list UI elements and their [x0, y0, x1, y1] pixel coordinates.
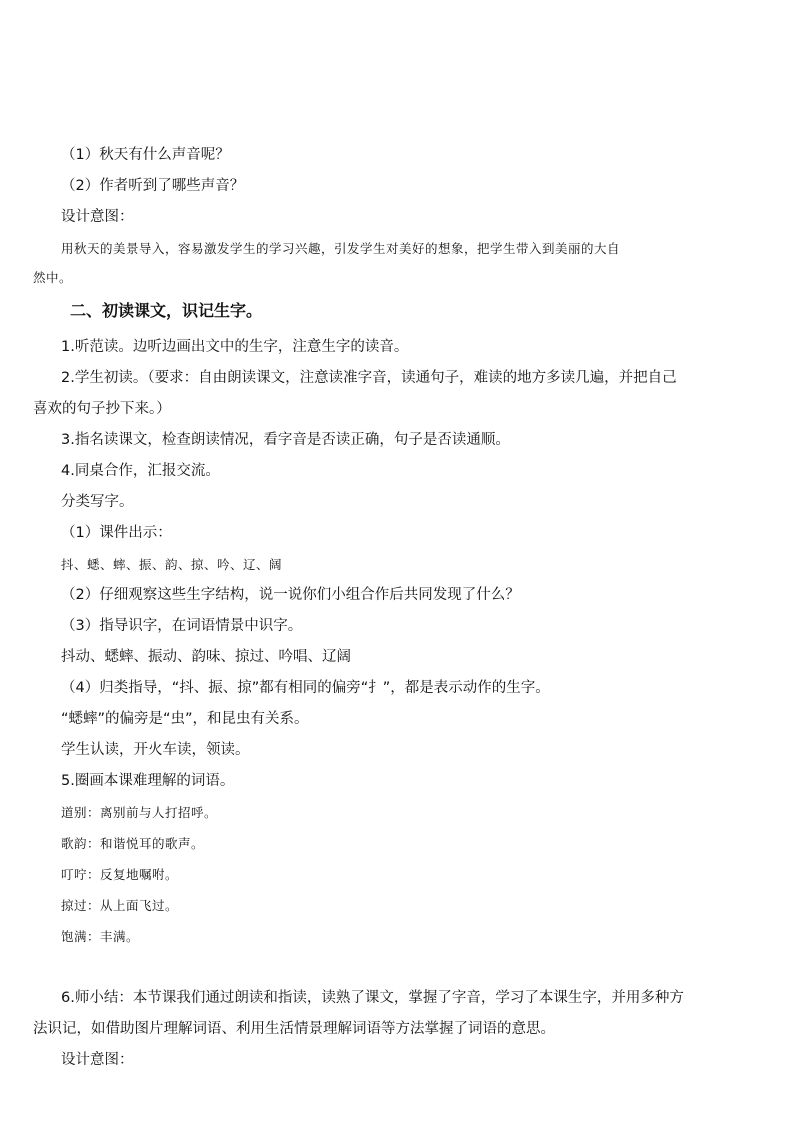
guided-literacy: （3）指导识字，在词语情景中识字。 [61, 618, 303, 634]
insect-radical: “蟋蟀”的偏旁是“虫”，和昆虫有关系。 [61, 711, 309, 727]
observe-structure: （2）仔细观察这些生字结构，说一说你们小组合作后共同发现了什么？ [61, 587, 520, 603]
vocab-3: 叮咛：反复地嘱咐。 [61, 867, 179, 882]
vocab-5: 饱满：丰满。 [61, 929, 140, 944]
step-2-cont: 喜欢的句子抄下来。） [33, 401, 171, 417]
teacher-summary: 6.师小结：本节课我们通过朗读和指读，读熟了课文，掌握了字音，学习了本课生字，并用多种方 [61, 990, 684, 1006]
courseware-show: （1）课件出示： [61, 525, 172, 541]
step-3: 3.指名读课文，检查朗读情况，看字音是否读正确，句子是否读通顺。 [61, 432, 510, 448]
section-heading: 二、初读课文，识记生字。 [70, 301, 263, 320]
vocab-1: 道别：离别前与人打招呼。 [61, 805, 218, 820]
design-intent-label-2: 设计意图： [61, 1052, 134, 1068]
step-4: 4.同桌合作，汇报交流。 [61, 463, 220, 479]
step-1: 1.听范读。边听边画出文中的生字，注意生字的读音。 [61, 339, 409, 355]
teacher-summary-cont: 法识记，如借助图片理解词语、利用生活情景理解词语等方法掌握了词语的意思。 [33, 1021, 555, 1037]
question-1: （1）秋天有什么声音呢？ [61, 147, 230, 163]
design-intent-text-cont: 然中。 [33, 270, 73, 285]
step-2: 2.学生初读。（要求：自由朗读课文，注意读准字音，读通句子，难读的地方多读几遍，并把自己 [61, 370, 677, 386]
student-reading: 学生认读，开火车读，领读。 [61, 742, 250, 758]
design-intent-label: 设计意图： [61, 209, 134, 225]
step-5: 5.圈画本课难理解的词语。 [61, 773, 235, 789]
word-list: 抖动、蟋蟀、振动、韵味、掠过、吟唱、辽阔 [61, 649, 351, 665]
vocab-2: 歌韵：和谐悦耳的歌声。 [61, 836, 205, 851]
design-intent-text: 用秋天的美景导入，容易激发学生的学习兴趣，引发学生对美好的想象，把学生带入到美丽的大自 [61, 241, 621, 256]
radical-guide: （4）归类指导，“抖、振、掠”都有相同的偏旁“扌”，都是表示动作的生字。 [61, 680, 550, 696]
write-category: 分类写字。 [61, 494, 134, 510]
question-2: （2）作者听到了哪些声音？ [61, 178, 245, 194]
vocab-4: 掠过：从上面飞过。 [61, 898, 179, 913]
new-characters: 抖、蟋、蟀、振、韵、掠、吟、辽、阔 [61, 557, 283, 572]
